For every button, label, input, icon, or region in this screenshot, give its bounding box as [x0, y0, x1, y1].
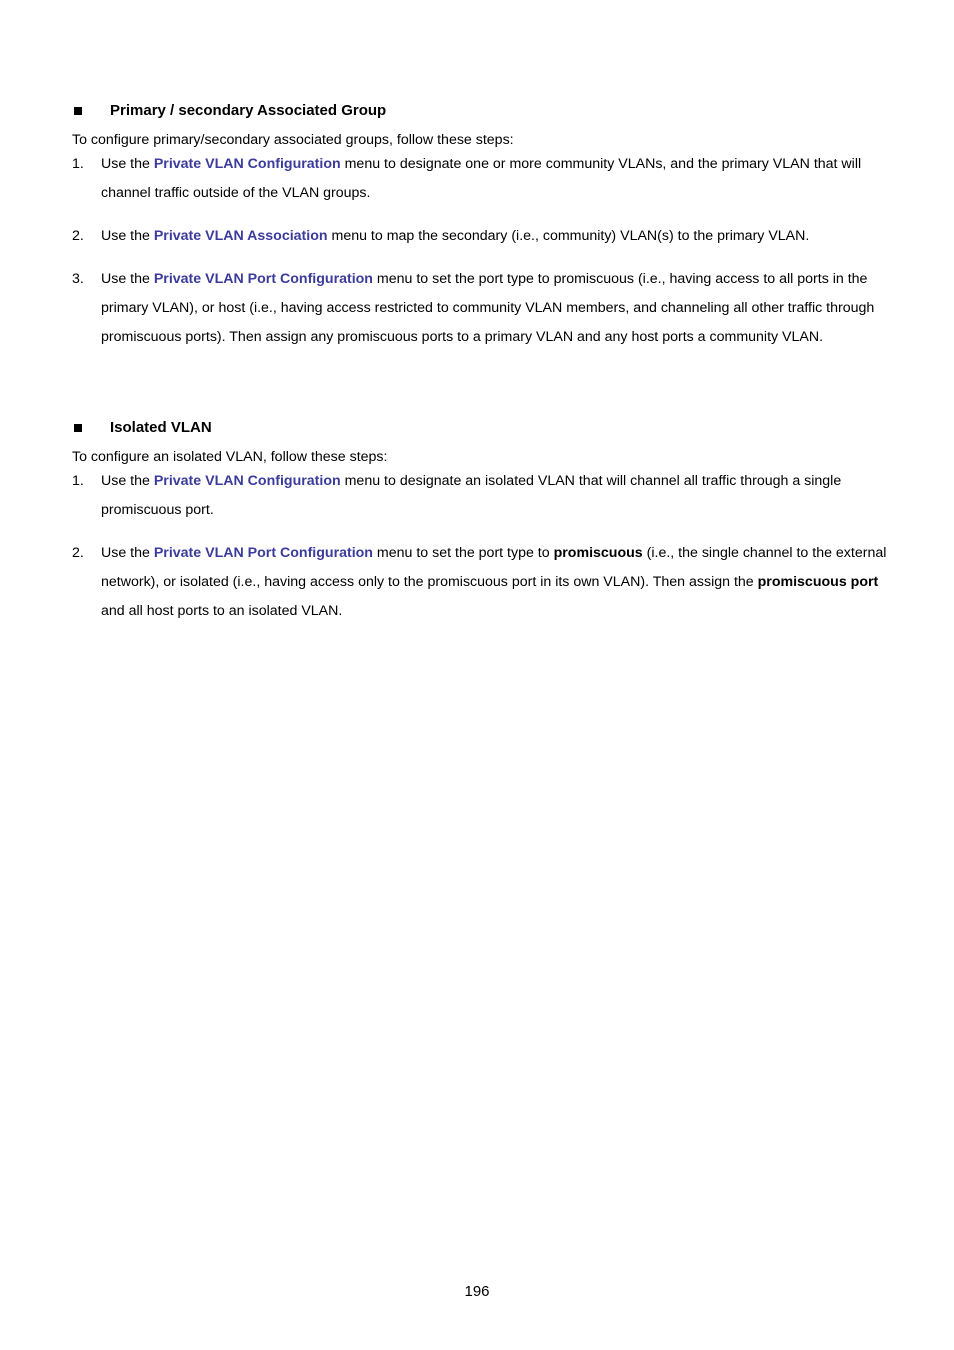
step-prefix: Use the	[101, 271, 154, 287]
menu-link[interactable]: Private VLAN Configuration	[153, 156, 341, 172]
intro-text: To configure an isolated VLAN, follow these steps:	[72, 449, 388, 465]
step-text: menu to set the port type to	[372, 545, 554, 561]
section-heading	[72, 418, 887, 438]
step-text: menu to set the port type to promiscuous (i.e., having access to all ports in the primary VLAN), or host (i.e., having access restricted to community VLAN members, and channeling all other traffic through promiscuous ports). Then assign any promiscuous ports to a primary VLAN and any host ports a community VLAN.	[101, 271, 875, 345]
bold-term: promiscuous	[553, 545, 643, 561]
list-item	[72, 265, 887, 352]
step-number: 1.	[72, 156, 84, 172]
steps-list	[72, 150, 887, 352]
step-number: 2.	[72, 228, 84, 244]
menu-link[interactable]: Private VLAN Port Configuration	[153, 545, 373, 561]
step-number: 2.	[72, 545, 84, 561]
page-number: 196	[464, 1283, 490, 1300]
menu-link[interactable]: Private VLAN Configuration	[153, 473, 341, 489]
step-text: and all host ports to an isolated VLAN.	[101, 603, 343, 619]
bold-term: promiscuous port	[757, 574, 879, 590]
list-item	[72, 150, 887, 208]
step-text: menu to designate an isolated VLAN that will channel all traffic through a single promiscuous port.	[101, 473, 842, 518]
step-prefix: Use the	[101, 228, 154, 244]
square-bullet-icon	[74, 424, 82, 432]
list-item	[72, 222, 887, 251]
heading-text: Primary / secondary Associated Group	[110, 102, 387, 119]
step-prefix: Use the	[101, 473, 154, 489]
step-number: 3.	[72, 271, 84, 287]
step-prefix: Use the	[101, 545, 154, 561]
menu-link[interactable]: Private VLAN Port Configuration	[153, 271, 373, 287]
intro-text: To configure primary/secondary associated groups, follow these steps:	[72, 132, 514, 148]
heading-text: Isolated VLAN	[110, 419, 212, 436]
step-prefix: Use the	[101, 156, 154, 172]
steps-list	[72, 467, 887, 626]
step-text: (i.e., the single channel to the external network), or isolated (i.e., having access only to the promiscuous port in its own VLAN). Then assign the	[101, 545, 887, 590]
list-item	[72, 467, 887, 525]
step-text: menu to designate one or more community VLANs, and the primary VLAN that will channel traffic outside of the VLAN groups.	[101, 156, 862, 201]
list-item	[72, 539, 887, 626]
section-heading	[72, 101, 887, 121]
section-primary-secondary	[72, 101, 887, 352]
section-isolated-vlan	[72, 418, 887, 626]
step-number: 1.	[72, 473, 84, 489]
menu-link[interactable]: Private VLAN Association	[153, 228, 328, 244]
square-bullet-icon	[74, 107, 82, 115]
step-text: menu to map the secondary (i.e., community) VLAN(s) to the primary VLAN.	[327, 228, 810, 244]
